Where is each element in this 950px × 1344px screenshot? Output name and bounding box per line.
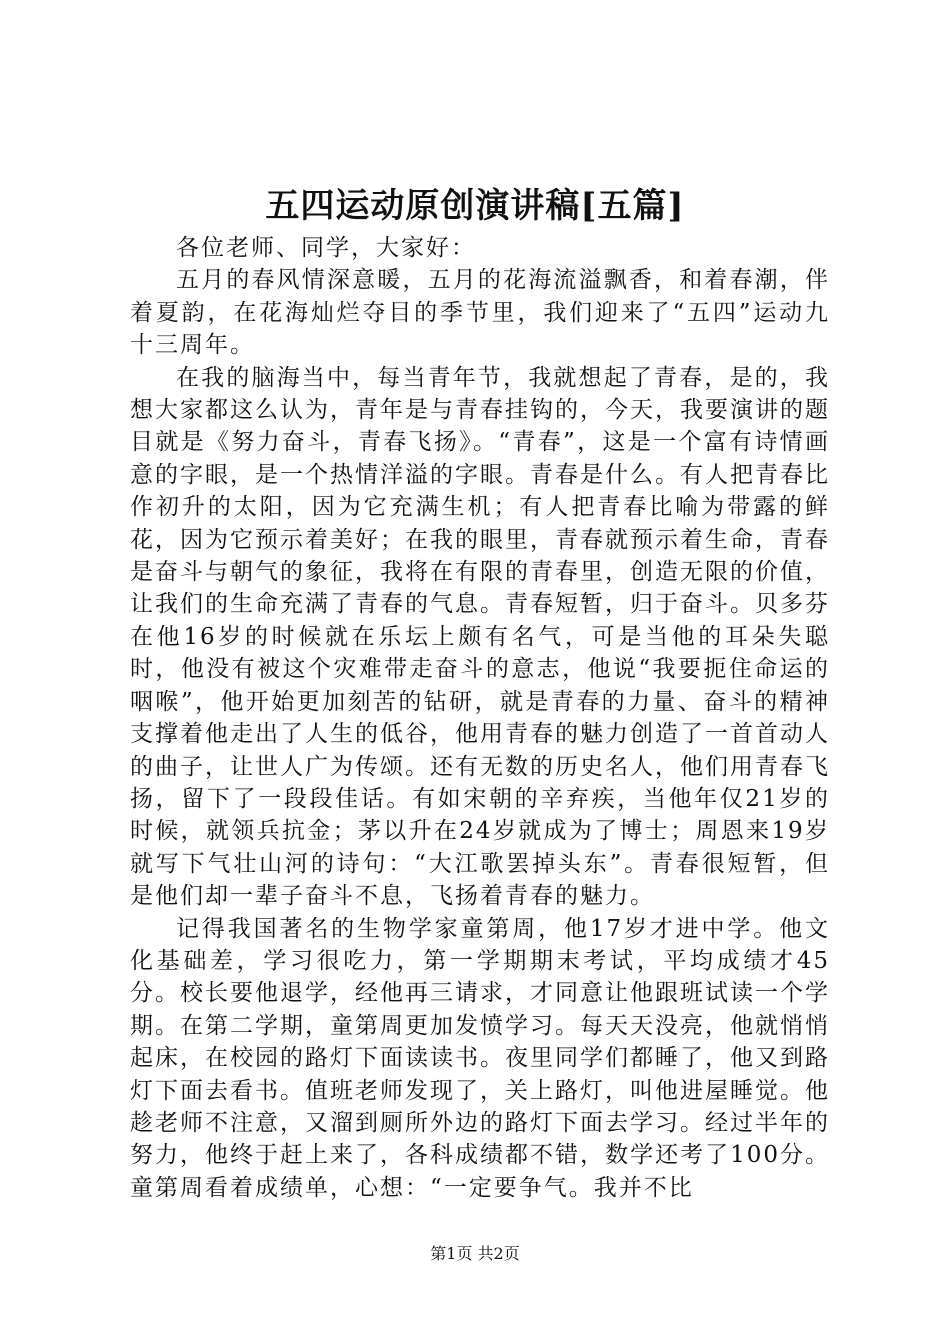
paragraph-greeting: 各位老师、同学，大家好： (176, 235, 476, 261)
document-body (130, 232, 830, 1204)
document-title: 五四运动原创演讲稿[五篇] (265, 186, 685, 226)
paragraph-2: 在我的脑海当中，每当青年节，我就想起了青春，是的，我想大家都这么认为，青年是与青春挂钩的，今天，我要演讲的题目就是《努力奋斗，青春飞扬》。“青春”，这是一个富有诗情画意的字眼，是一个热情洋溢的字眼。青春是什么。有人把青春比作初升的太阳，因为它充满生机；有人把青春比喻为带露的鲜花，因为它预示着美好；在我的眼里，青春就预示着生命，青春是奋斗与朝气的象征，我将在有限的青春里，创造无限的价值，让我们的生命充满了青春的气息。青春短暂，归于奋斗。贝多芬在他16岁的时候就在乐坛上颇有名气，可是当他的耳朵失聪时，他没有被这个灾难带走奋斗的意志，他说“我要扼住命运的咽喉”，他开始更加刻苦的钻研，就是青春的力量、奋斗的精神支撑着他走出了人生的低谷，他用青春的魅力创造了一首首动人的曲子，让世人广为传颂。还有无数的历史名人，他们用青春飞扬，留下了一段段佳话。有如宋朝的辛弃疾，当他年仅21岁的时候，就领兵抗金；茅以升在24岁就成为了博士；周恩来19岁就写下气壮山河的诗句：“大江歌罢掉头东”。青春很短暂，但是他们却一辈子奋斗不息，飞扬着青春的魅力。 (130, 364, 830, 910)
paragraph-1: 五月的春风情深意暖，五月的花海流溢飘香，和着春潮，伴着夏韵，在花海灿烂夺目的季节里，我们迎来了“五四”运动九十三周年。 (130, 267, 830, 359)
page-footer: 第1页 共2页 (430, 1244, 520, 1263)
paragraph-3: 记得我国著名的生物学家童第周，他17岁才进中学。他文化基础差，学习很吃力，第一学期期末考试，平均成绩才45分。校长要他退学，经他再三请求，才同意让他跟班试读一个学期。在第二学期，童第周更加发愤学习。每天天没亮，他就悄悄起床，在校园的路灯下面读读书。夜里同学们都睡了，他又到路灯下面去看书。值班老师发现了，关上路灯，叫他进屋睡觉。他趁老师不注意，又溜到厕所外边的路灯下面去学习。经过半年的努力，他终于赶上来了，各科成绩都不错，数学还考了100分。童第周看着成绩单，心想：“一定要争气。我并不比 (130, 915, 830, 1201)
